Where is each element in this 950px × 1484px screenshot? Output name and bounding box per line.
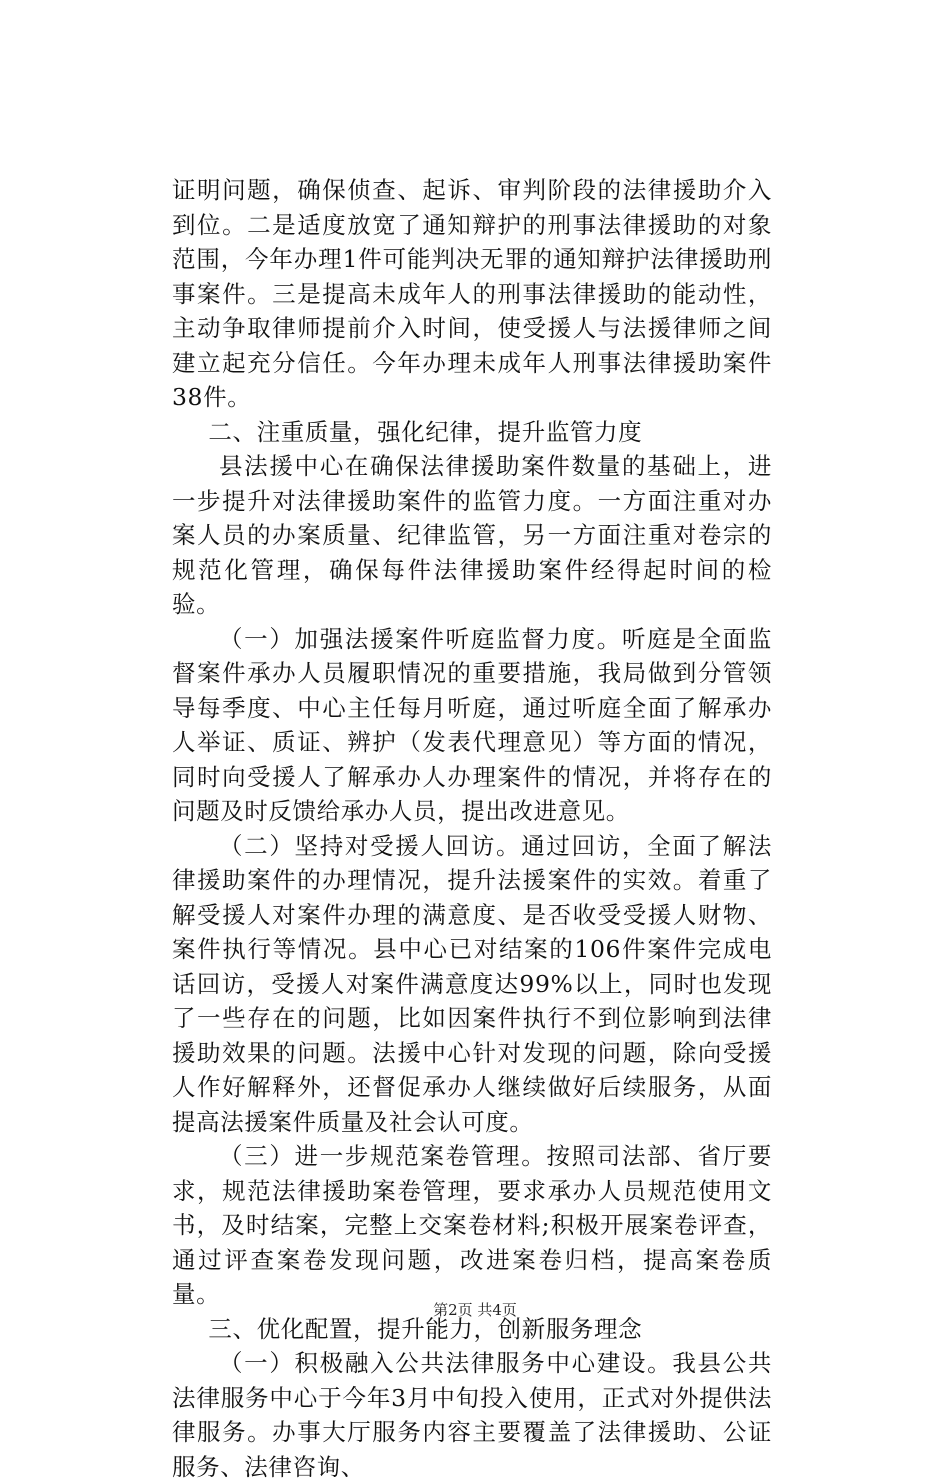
section-heading-3: 三、优化配置，提升能力，创新服务理念 <box>208 1314 643 1343</box>
document-body <box>172 173 772 1484</box>
section-heading-2: 二、注重质量，强化纪律，提升监管力度 <box>208 417 643 446</box>
paragraph-section-2-intro: 县法援中心在确保法律援助案件数量的基础上，进一步提升对法律援助案件的监管力度。一方面注重对办案人员的办案质量、纪律监管，另一方面注重对卷宗的规范化管理，确保每件法律援助案件经得起时间的检验。 <box>172 452 772 618</box>
paragraph-item-1: （一）加强法援案件听庭监督力度。听庭是全面监督案件承办人员履职情况的重要措施，我局做到分管领导每季度、中心主任每月听庭，通过听庭全面了解承办人举证、质证、辨护（发表代理意见）等方面的情况，同时向受援人了解承办人办理案件的情况，并将存在的问题及时反馈给承办人员，提出改进意见。 <box>172 624 772 825</box>
paragraph-item-3: （三）进一步规范案卷管理。按照司法部、省厅要求，规范法律援助案卷管理，要求承办人员规范使用文书，及时结案，完整上交案卷材料;积极开展案卷评查，通过评查案卷发现问题，改进案卷归档，提高案卷质量。 <box>172 1142 772 1308</box>
page-footer: 第2页 共4页 <box>433 1301 517 1319</box>
paragraph-section-3-item-1: （一）积极融入公共法律服务中心建设。我县公共法律服务中心于今年3月中旬投入使用，正式对外提供法律服务。办事大厅服务内容主要覆盖了法律援助、公证服务、法律咨询、 <box>172 1349 772 1481</box>
paragraph-item-2: （二）坚持对受援人回访。通过回访，全面了解法律援助案件的办理情况，提升法援案件的实效。着重了解受援人对案件办理的满意度、是否收受受援人财物、案件执行等情况。县中心已对结案的106件案件完成电话回访，受援人对案件满意度达99%以上，同时也发现了一些存在的问题，比如因案件执行不到位影响到法律援助效果的问题。法援中心针对发现的问题，除向受援人作好解释外，还督促承办人继续做好后续服务，从面提高法援案件质量及社会认可度。 <box>172 831 772 1136</box>
paragraph-continuation: 证明问题，确保侦查、起诉、审判阶段的法律援助介入到位。二是适度放宽了通知辩护的刑事法律援助的对象范围，今年办理1件可能判决无罪的通知辩护法律援助刑事案件。三是提高未成年人的刑事法律援助的能动性，主动争取律师提前介入时间，使受援人与法援律师之间建立起充分信任。今年办理未成年人刑事法律援助案件38件。 <box>172 176 772 411</box>
